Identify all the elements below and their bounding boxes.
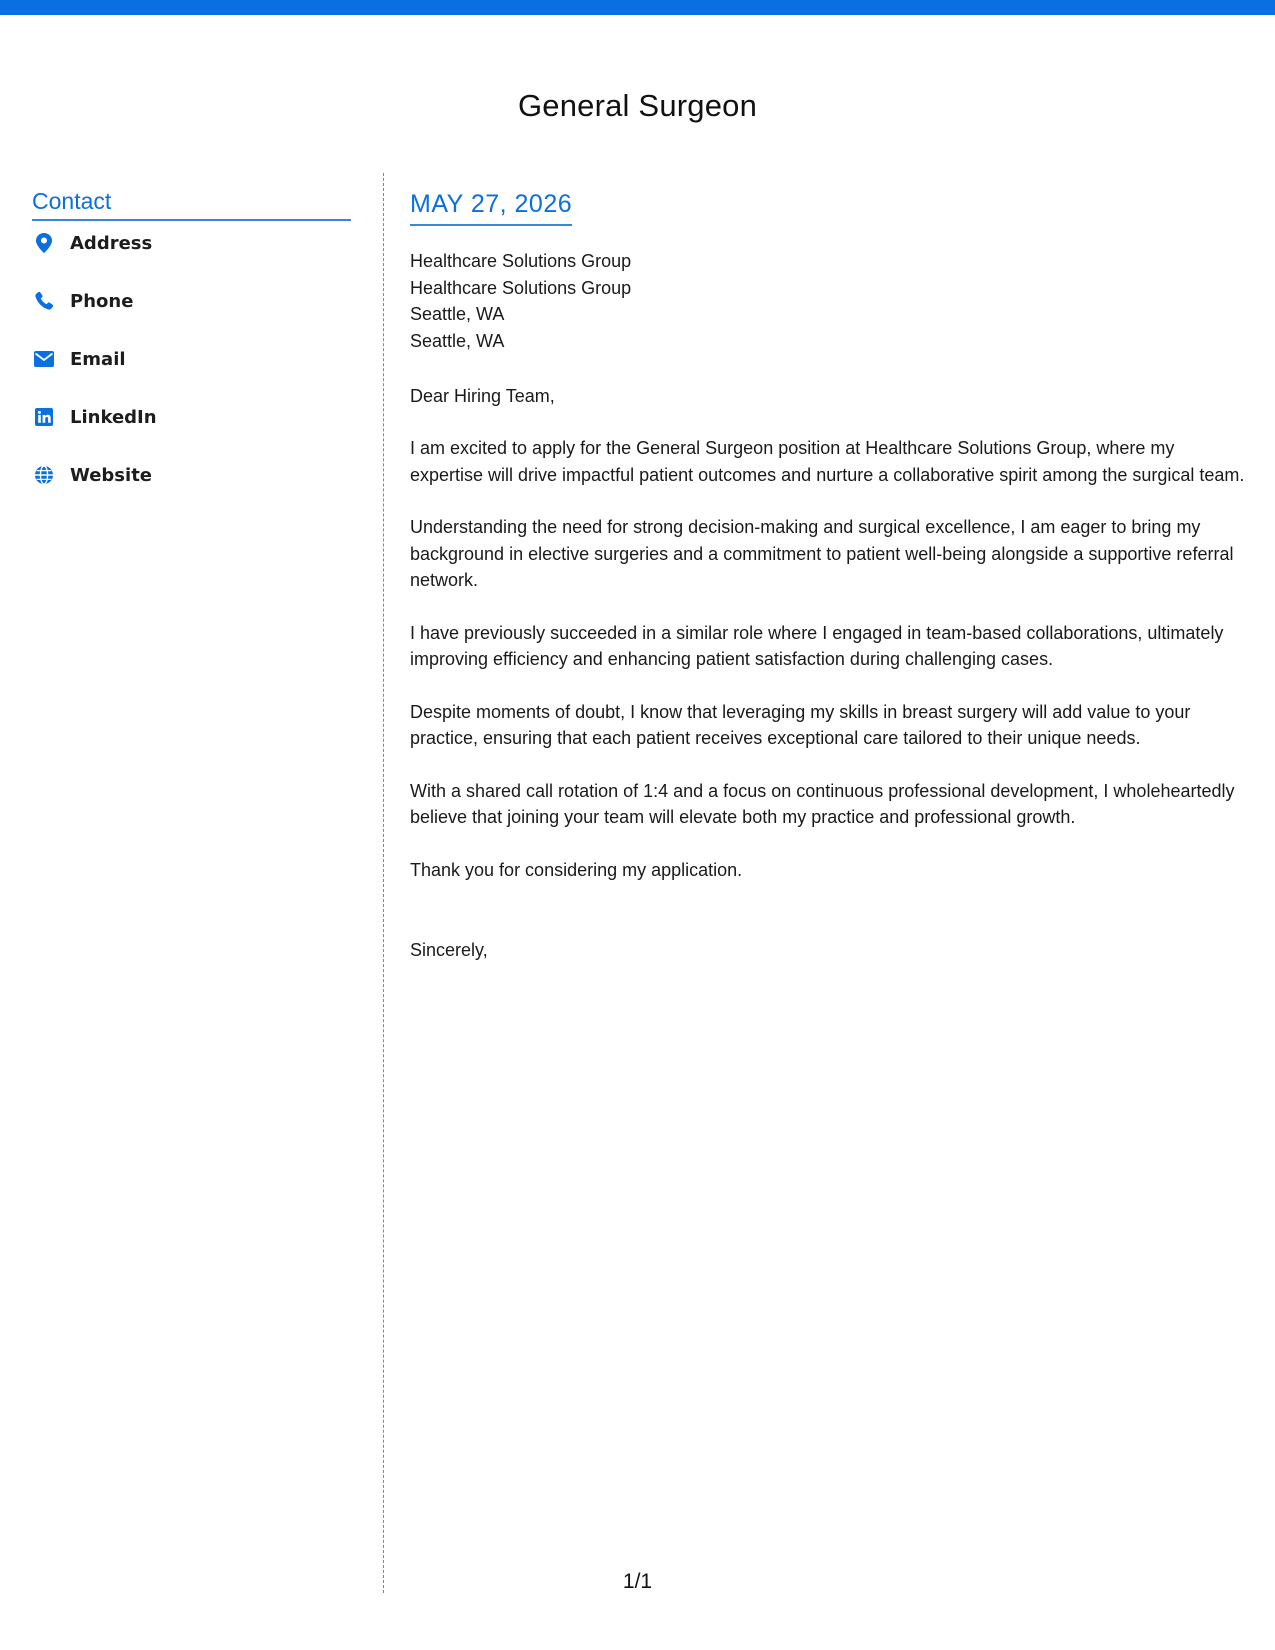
- contact-item-email[interactable]: [32, 347, 351, 371]
- salutation: Dear Hiring Team,: [410, 386, 555, 406]
- column-divider: [383, 173, 384, 1593]
- contact-label-phone: Phone: [70, 290, 134, 312]
- recipient-line: Seattle, WA: [410, 330, 505, 351]
- recipient-block: [410, 248, 1245, 354]
- contact-item-address[interactable]: [32, 231, 351, 255]
- globe-icon: [32, 463, 56, 487]
- contact-list: [32, 231, 351, 487]
- contact-label-website: Website: [70, 464, 153, 486]
- closing: Sincerely,: [410, 940, 488, 960]
- contact-item-phone[interactable]: [32, 289, 351, 313]
- contact-item-website[interactable]: [32, 463, 351, 487]
- envelope-icon: [32, 347, 56, 371]
- recipient-line: Seattle, WA: [410, 304, 505, 324]
- contact-label-linkedin: LinkedIn: [70, 406, 157, 428]
- phone-icon: [32, 289, 56, 313]
- body-paragraph: Thank you for considering my application.: [410, 859, 743, 880]
- page-number: 1/1: [622, 1570, 653, 1593]
- linkedin-icon: [32, 405, 56, 429]
- body-paragraph: I am excited to apply for the General Surgeon position at Healthcare Solutions Group, where my expertise will drive impactful patient outcomes and nurture a collaborative spirit among the surgical team.: [410, 438, 1245, 485]
- body-paragraph: With a shared call rotation of 1:4 and a focus on continuous professional development, I wholeheartedly believe that joining your team will elevate both my practice and professional growth.: [410, 780, 1235, 827]
- letter-body: [410, 190, 1245, 963]
- recipient-line: Healthcare Solutions Group: [410, 251, 632, 271]
- map-pin-icon: [32, 231, 56, 255]
- recipient-line: Healthcare Solutions Group: [410, 277, 632, 298]
- contact-label-email: Email: [70, 348, 126, 370]
- contact-heading: Contact: [32, 186, 351, 221]
- contact-item-linkedin[interactable]: [32, 405, 351, 429]
- body-paragraph: I have previously succeeded in a similar role where I engaged in team-based collaborations, ultimately improving efficiency and enhancing patient satisfaction during challenging cases.: [410, 622, 1224, 669]
- top-accent-bar: [0, 0, 1275, 15]
- page-title: General Surgeon: [517, 88, 758, 123]
- contact-label-address: Address: [70, 232, 153, 254]
- letter-date: MAY 27, 2026: [410, 190, 572, 226]
- sidebar: [32, 186, 351, 521]
- body-paragraph: Understanding the need for strong decision-making and surgical excellence, I am eager to bring my background in elective surgeries and a commitment to patient well-being alongside a supportive referral network.: [410, 517, 1234, 590]
- body-paragraph: Despite moments of doubt, I know that leveraging my skills in breast surgery will add value to your practice, ensuring that each patient receives exceptional care tailored to their unique needs.: [410, 701, 1191, 748]
